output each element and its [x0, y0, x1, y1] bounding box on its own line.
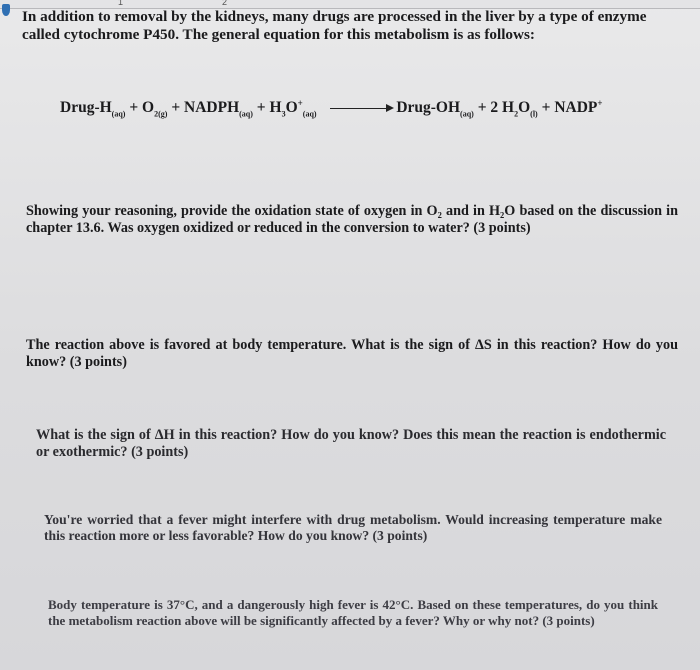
product-water: 2 H	[490, 99, 515, 117]
charge: +	[597, 98, 603, 108]
state-label: (aq)	[460, 109, 474, 119]
question-fever-effect: Body temperature is 37°C, and a dangerously high fever is 42°C. Based on these temperatures, do you think the metabolism reaction above will be significantly affected by a fever? Why or why not? (3 points)	[48, 597, 658, 628]
question-enthalpy: What is the sign of ΔH in this reaction? How do you know? Does this mean the reaction is endothermic or exothermic? (3 points)	[36, 427, 666, 461]
state-label: 2(g)	[154, 109, 168, 119]
state-label: (aq)	[239, 109, 253, 119]
intro-paragraph	[22, 8, 682, 44]
symbol: O	[285, 99, 298, 117]
question-entropy: The reaction above is favored at body temperature. What is the sign of ΔS in this reaction? How do you know? (3 points)	[26, 337, 678, 371]
symbol: O	[518, 99, 531, 117]
reaction-arrow-icon	[330, 108, 388, 109]
question-fever-temperature: You're worried that a fever might interfere with drug metabolism. Would increasing temperature make this reaction more or less favorable? How do you know? (3 points)	[44, 512, 662, 544]
reactant-o2: O	[142, 99, 155, 117]
reactant-drug-h: Drug-H	[60, 99, 112, 117]
state-label: (l)	[530, 109, 538, 119]
intro-line-1: In addition to removal by the kidneys, many drugs are processed in the liver by a type of enzyme	[22, 8, 647, 25]
intro-line-2: called cytochrome P450. The general equation for this metabolism is as follows:	[22, 25, 535, 43]
state-label: (aq)	[302, 109, 317, 119]
metabolism-equation: Drug-$H_{(aq)} + O_{2(g)}$ + $NADPH_{(aq)} + H_3O^+_{(aq)}$ Drug-$OH_{(aq)} + 2$ $H_2O_{(l)}$ + NADP+	[60, 98, 603, 119]
reactant-h3o: H	[269, 99, 282, 117]
charge: +	[297, 98, 303, 108]
reactant-nadph: NADPH	[184, 99, 240, 117]
product-nadp: NADP	[554, 99, 598, 117]
state-label: (aq)	[111, 109, 126, 119]
ruler-mark: 1	[118, 0, 124, 7]
subscript: 2	[514, 109, 519, 119]
question-oxidation-state: Showing your reasoning, provide the oxidation state of oxygen in O₂ and in H₂O based on the discussion in chapter 13.6. Was oxygen oxidized or reduced in the conversion to water? (3 points)	[26, 203, 678, 237]
ruler-mark: 2	[222, 0, 228, 7]
product-drug-oh: Drug-OH	[396, 99, 461, 117]
subscript: 3	[281, 109, 286, 119]
indent-marker-icon[interactable]	[2, 4, 10, 16]
